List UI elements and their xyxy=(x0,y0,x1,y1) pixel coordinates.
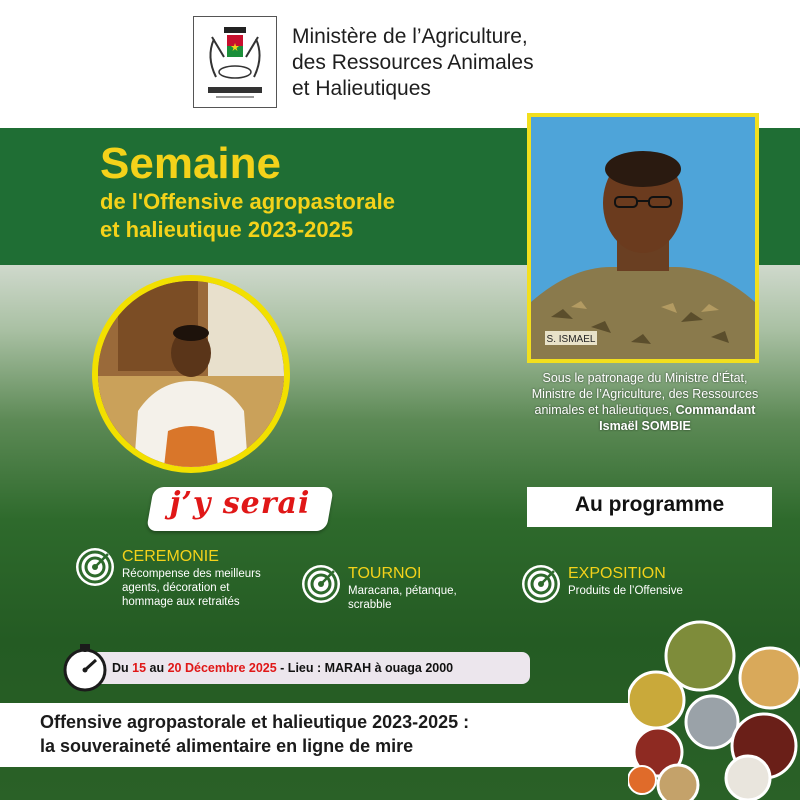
schedule-text xyxy=(112,661,453,675)
patron-rank: Commandant xyxy=(675,403,756,417)
activity-description-line: Maracana, pétanque, xyxy=(348,585,457,597)
jyserai-badge: j’y serai xyxy=(169,486,311,521)
footer-line: Offensive agropastorale et halieutique 2023-2025 : xyxy=(40,712,470,732)
patron-name: Ismaël SOMBIE xyxy=(599,419,691,433)
patron-caption xyxy=(500,370,790,434)
food-products-collage xyxy=(628,620,800,800)
activity-name: EXPOSITION xyxy=(568,565,666,582)
ministry-line: et Halieutiques xyxy=(292,77,431,100)
activity-description-line: agents, décoration et xyxy=(122,582,230,594)
patron-photo xyxy=(527,113,759,363)
uniform-name-tag: S. ISMAEL xyxy=(546,334,596,345)
ministry-line: des Ressources Animales xyxy=(292,51,534,74)
activity-name: CEREMONIE xyxy=(122,548,219,565)
target-icon xyxy=(522,565,560,603)
activity-name: TOURNOI xyxy=(348,565,422,582)
ministry-name xyxy=(292,24,534,102)
patron-caption-line: Sous le patronage du Ministre d’État, xyxy=(542,371,748,385)
event-title-line: de l'Offensive agropastorale xyxy=(100,189,395,214)
activity-description-line: Produits de l’Offensive xyxy=(568,585,683,597)
patron-caption-line xyxy=(500,402,790,418)
programme-heading: Au programme xyxy=(574,493,725,516)
activity-description xyxy=(122,567,261,609)
schedule-location: - Lieu : MARAH à ouaga 2000 xyxy=(276,661,454,675)
activity-description-line: scrabble xyxy=(348,599,392,611)
attendee-photo xyxy=(92,275,290,473)
stopwatch-icon xyxy=(58,640,112,694)
header xyxy=(0,0,800,128)
patron-caption-line xyxy=(500,418,790,434)
schedule-prefix: Du xyxy=(112,661,133,675)
schedule-end-date: 20 Décembre 2025 xyxy=(167,661,277,675)
activity-description xyxy=(348,584,457,612)
schedule-connector: au xyxy=(146,661,168,675)
patron-caption-line: Ministre de l’Agriculture, des Ressources xyxy=(531,387,759,401)
schedule-start-date: 15 xyxy=(132,661,147,675)
event-title-line: et halieutique 2023-2025 xyxy=(100,217,354,242)
activity-description xyxy=(568,584,683,598)
target-icon xyxy=(302,565,340,603)
target-icon xyxy=(76,548,114,586)
coat-of-arms-icon xyxy=(193,16,277,108)
event-title-main: Semaine xyxy=(100,139,281,188)
patron-caption-text: animales et halieutiques, xyxy=(534,403,673,417)
activity-description-line: Récompense des meilleurs xyxy=(122,568,261,580)
activity-description-line: hommage aux retraités xyxy=(122,596,240,608)
footer-line: la souveraineté alimentaire en ligne de mire xyxy=(40,736,414,756)
footer-slogan xyxy=(40,710,469,758)
event-title xyxy=(100,140,395,244)
ministry-line: Ministère de l’Agriculture, xyxy=(292,25,528,48)
